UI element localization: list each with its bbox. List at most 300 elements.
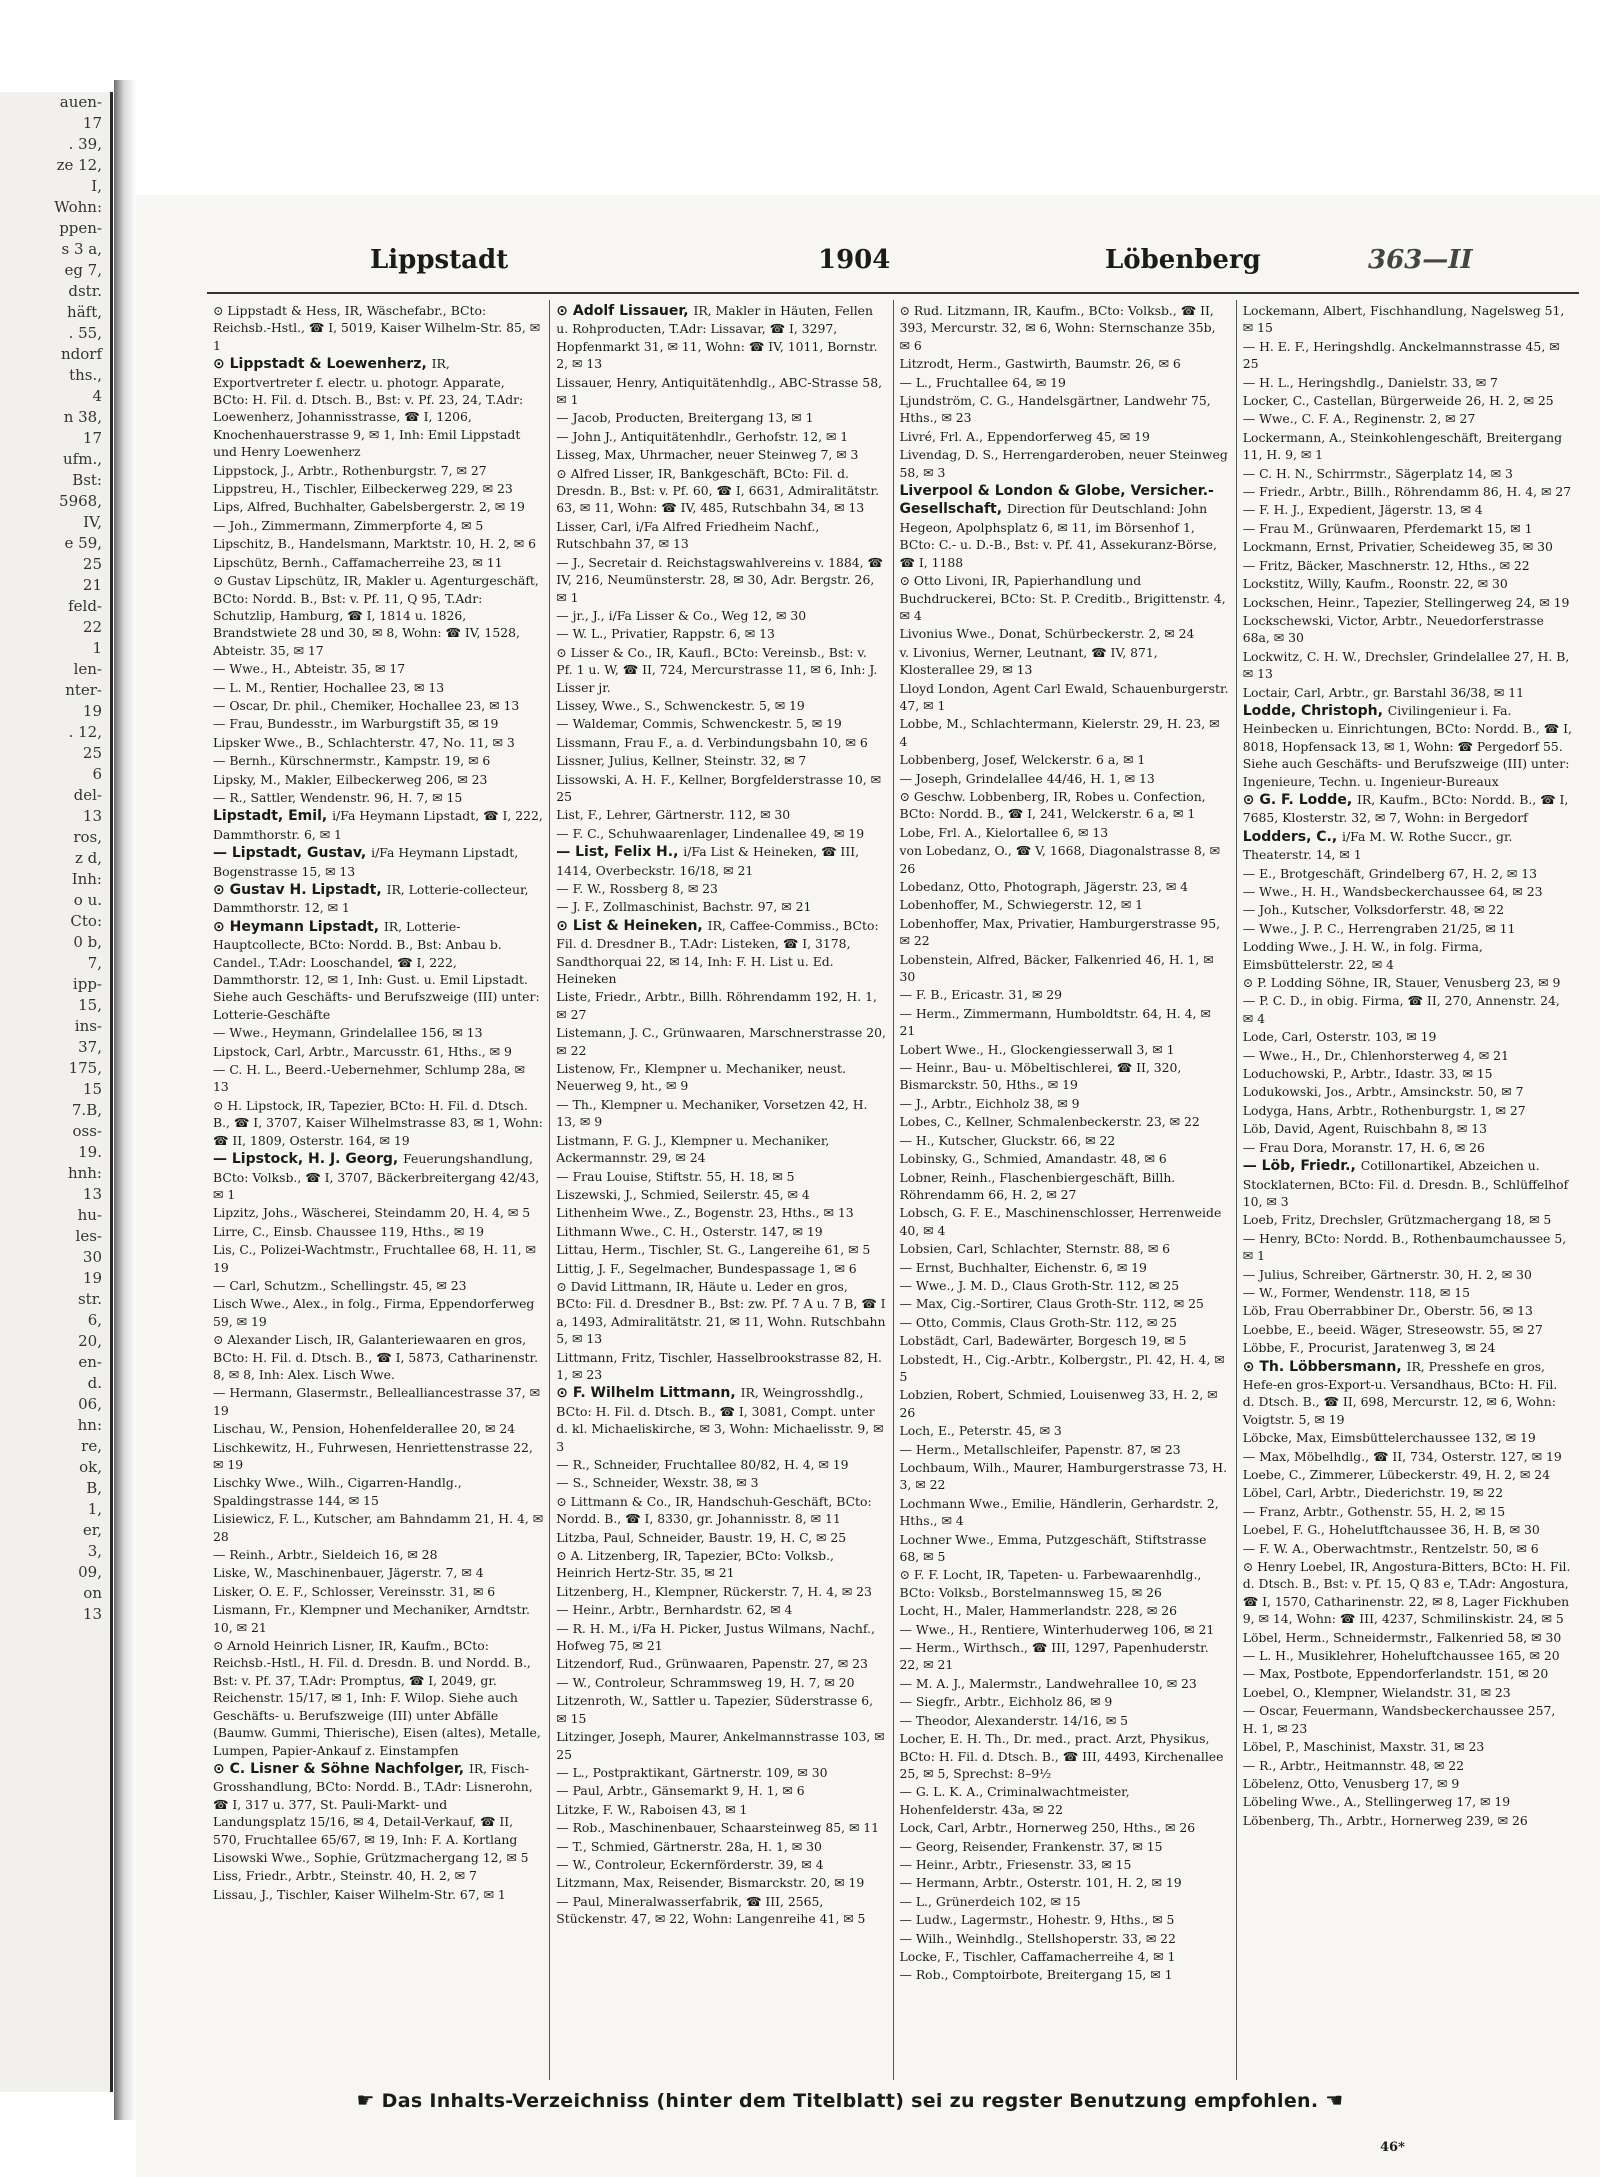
directory-entry xyxy=(213,1223,543,1240)
directory-entry xyxy=(213,1601,543,1636)
directory-entry xyxy=(556,1764,886,1781)
entry-details: — M. A. J., Malermstr., Landwehrallee 10, ✉ 23 xyxy=(899,1675,1197,1691)
entry-details: Lisseg, Max, Uhrmacher, neuer Steinweg 7, ✉ 3 xyxy=(556,447,859,463)
entry-details: Lochner Wwe., Emma, Putzgeschäft, Stiftstrasse 68, ✉ 5 xyxy=(899,1531,1207,1565)
directory-entry xyxy=(556,806,886,823)
directory-entry xyxy=(213,734,543,751)
entry-details: Löbeling Wwe., A., Stellingerweg 17, ✉ 19 xyxy=(1242,1794,1511,1810)
entry-details: — Hermann, Arbtr., Osterstr. 101, H. 2, ✉ 19 xyxy=(899,1875,1182,1891)
directory-entry xyxy=(1243,1047,1573,1064)
entry-details: Livonius Wwe., Donat, Schürbeckerstr. 2, ✉ 24 xyxy=(899,626,1195,642)
directory-entry xyxy=(1243,1230,1573,1265)
previous-page-edge xyxy=(0,92,113,2092)
previous-page-fragment: Wohn: xyxy=(54,198,102,216)
directory-entry xyxy=(556,880,886,897)
directory-entry xyxy=(900,1819,1230,1836)
entry-details: Listenow, Fr., Klempner u. Mechaniker, neust. Neuerweg 9, ht., ✉ 9 xyxy=(556,1061,846,1094)
previous-page-fragment: ths., xyxy=(69,366,102,384)
directory-entry xyxy=(556,1655,886,1672)
directory-entry xyxy=(213,660,543,677)
entry-details: — Carl, Schutzm., Schellingstr. 45, ✉ 23 xyxy=(213,1277,467,1293)
directory-entry xyxy=(556,1168,886,1185)
entry-details: — F. W., Rossberg 8, ✉ 23 xyxy=(556,881,718,896)
directory-entry xyxy=(556,625,886,642)
entry-details: Loebe, C., Zimmerer, Lübeckerstr. 49, H. 2, ✉ 24 xyxy=(1242,1467,1550,1482)
directory-entry xyxy=(213,697,543,714)
entry-details: — J., Secretair d. Reichstagswahlvereins v. 1884, ☎ IV, 216, Neumünsterstr. 28, ✉ 30, Adr. Bergstr. 26, ✉ 1 xyxy=(556,554,883,605)
directory-entry xyxy=(900,1059,1230,1094)
directory-entry xyxy=(213,1510,543,1545)
entry-details: IR, Weingrosshdlg., BCto: H. Fil. d. Dtsch. B., ☎ I, 3081, Compt. unter d. kl. Michaeliskirche, ✉ 3, Wohn: Michaelisstr. 9, ✉ 3 xyxy=(556,1385,884,1454)
directory-entry xyxy=(900,1783,1230,1818)
entry-details: — Frau M., Grünwaaren, Pferdemarkt 15, ✉ 1 xyxy=(1242,520,1533,536)
directory-entry xyxy=(900,1602,1230,1619)
entry-details: — W., Former, Wendenstr. 118, ✉ 15 xyxy=(1242,1284,1470,1300)
directory-entry xyxy=(1243,374,1573,391)
directory-entry xyxy=(213,535,543,552)
directory-entry xyxy=(213,715,543,732)
directory-entry xyxy=(1243,1429,1573,1446)
entry-details: Litzenberg, H., Klempner, Rückerstr. 7, H. 4, ✉ 23 xyxy=(556,1583,872,1599)
entry-details: Lobenstein, Alfred, Bäcker, Falkenried 46, H. 1, ✉ 30 xyxy=(899,951,1214,985)
entry-details: — Wwe., C. F. A., Reginenstr. 2, ✉ 27 xyxy=(1242,411,1476,427)
directory-entry xyxy=(1243,1521,1573,1538)
directory-entry xyxy=(1243,1028,1573,1045)
entry-details: Lobedanz, Otto, Photograph, Jägerstr. 23, ✉ 4 xyxy=(899,879,1189,894)
entry-details: — Paul, Mineralwasserfabrik, ☎ III, 2565, Stückenstr. 47, ✉ 22, Wohn: Langenreihe 41, ✉ 5 xyxy=(556,1893,866,1927)
entry-details: ⊙ Rud. Litzmann, IR, Kaufm., BCto: Volksb., ☎ II, 393, Mercurstr. 32, ✉ 6, Wohn: Sternschanze 35b, ✉ 6 xyxy=(899,303,1216,353)
directory-entry xyxy=(1243,1083,1573,1100)
directory-entry xyxy=(1243,901,1573,918)
previous-page-fragment: on xyxy=(83,1584,102,1602)
directory-entry xyxy=(1243,828,1573,864)
previous-page-fragment: . 55, xyxy=(68,324,102,342)
entry-details: Ljundström, C. G., Handelsgärtner, Landwehr 75, Hths., ✉ 23 xyxy=(899,393,1211,426)
entry-details: — J. F., Zollmaschinist, Bachstr. 97, ✉ 21 xyxy=(556,899,812,915)
directory-entry xyxy=(556,1583,886,1600)
entry-details: Lode, Carl, Osterstr. 103, ✉ 19 xyxy=(1242,1029,1437,1045)
directory-entry xyxy=(900,824,1230,841)
directory-entry xyxy=(900,715,1230,750)
previous-page-fragment: 17 xyxy=(82,114,102,132)
directory-entry xyxy=(900,1639,1230,1674)
entry-details: Lobe, Frl. A., Kielortallee 6, ✉ 13 xyxy=(899,824,1109,840)
directory-entry xyxy=(213,1849,543,1866)
directory-entry xyxy=(213,1204,543,1221)
entry-details: Locke, F., Tischler, Caffamacherreihe 4, ✉ 1 xyxy=(899,1948,1176,1964)
directory-entry xyxy=(556,1547,886,1582)
previous-page-fragment: ok, xyxy=(79,1458,102,1476)
directory-entry xyxy=(213,844,543,880)
previous-page-fragment: feld- xyxy=(68,597,102,615)
directory-entry xyxy=(900,1259,1230,1276)
entry-details: ⊙ Geschw. Lobbenberg, IR, Robes u. Confection, BCto: Nordd. B., ☎ I, 241, Welckerstr. 6 a, ✉ 1 xyxy=(899,788,1206,822)
page-header xyxy=(370,245,1580,285)
directory-entry xyxy=(213,1241,543,1276)
entry-details: ⊙ Henry Loebel, IR, Angostura-Bitters, BCto: H. Fil. d. Dtsch. B., Bst: v. Pf. 15, Q 83 e, T.Adr: Angostura, ☎ I, 1570, Catharinenstr. 22, ✉ 8, Lager Fickhuben 9, ✉ 14, Wohn: ☎ III, 4237, Schmilinskistr. 24, ✉ 5 xyxy=(1242,1559,1571,1627)
directory-entry xyxy=(1243,1629,1573,1646)
directory-entry xyxy=(1243,648,1573,683)
entry-details: — John J., Antiquitätenhdlr., Gerhofstr. 12, ✉ 1 xyxy=(556,428,849,444)
entry-details: Lischkewitz, H., Fuhrwesen, Henriettenstrasse 22, ✉ 19 xyxy=(213,1439,533,1472)
directory-entry xyxy=(1243,1120,1573,1137)
directory-entry xyxy=(1243,702,1573,790)
entry-details: Lips, Alfred, Buchhalter, Gabelsbergerstr. 2, ✉ 19 xyxy=(213,499,525,515)
directory-entry xyxy=(213,1583,543,1600)
entry-details: — Reinh., Arbtr., Sieldeich 16, ✉ 28 xyxy=(213,1547,438,1563)
entry-details: ⊙ Arnold Heinrich Lisner, IR, Kaufm., BCto: Reichsb.-Hstl., H. Fil. d. Dresdn. B. und Nordd. B., Bst: v. Pf. 37, T.Adr: Promptus, ☎ I, 2049, gr. Reichenstr. 15/17, ✉ 1, Inh: F. Wilop. Siehe auch Geschäfts- u. Berufszweige (III) unter Abfälle (Baumw. Gummi, Thierische), Eisen (altes), Metalle, Lumpen, Papier-Ankauf z. Einstampfen xyxy=(213,1638,541,1758)
entry-details: Liste, Friedr., Arbtr., Billh. Röhrendamm 192, H. 1, ✉ 27 xyxy=(556,989,877,1022)
entry-details: Lobsch, G. F. E., Maschinenschlosser, Herrenweide 40, ✉ 4 xyxy=(899,1205,1222,1238)
directory-entry xyxy=(1243,392,1573,409)
entry-details: Lobert Wwe., H., Glockengiesserwall 3, ✉ 1 xyxy=(899,1041,1175,1057)
previous-page-fragment: 13 xyxy=(82,1185,102,1203)
entry-details: Lockschen, Heinr., Tapezier, Stellingerweg 24, ✉ 19 xyxy=(1242,594,1570,610)
directory-entry xyxy=(900,1712,1230,1729)
entry-details: Litzendorf, Rud., Grünwaaren, Papenstr. 27, ✉ 23 xyxy=(556,1656,868,1672)
directory-entry xyxy=(556,374,886,409)
entry-details: — L., Postpraktikant, Gärtnerstr. 109, ✉ 30 xyxy=(556,1764,828,1780)
directory-entry xyxy=(213,498,543,515)
previous-page-fragment: del- xyxy=(73,786,102,804)
entry-details: Lissauer, Henry, Antiquitätenhdlg., ABC-Strasse 58, ✉ 1 xyxy=(556,374,883,408)
entry-details: — Heinr., Bau- u. Möbeltischlerei, ☎ II, 320, Bismarckstr. 50, Hths., ✉ 19 xyxy=(899,1060,1182,1093)
entry-details: — L. H., Musiklehrer, Hoheluftchaussee 165, ✉ 20 xyxy=(1242,1648,1560,1664)
previous-page-fragment: 5968, xyxy=(59,492,102,510)
previous-page-fragment: str. xyxy=(77,1290,102,1308)
entry-details: — C. H. L., Beerd.-Uebernehmer, Schlump 28a, ✉ 13 xyxy=(213,1062,525,1095)
directory-entry xyxy=(1243,883,1573,900)
entry-details: — Frau Dora, Moranstr. 17, H. 6, ✉ 26 xyxy=(1242,1139,1485,1155)
entry-details: — Th., Klempner u. Mechaniker, Vorsetzen 42, H. 13, ✉ 9 xyxy=(556,1096,868,1130)
entry-details: — C. H. N., Schirrmstr., Sägerplatz 14, ✉ 3 xyxy=(1242,465,1513,481)
entry-name: — List, Felix H., xyxy=(556,844,684,861)
directory-entry xyxy=(1243,1448,1573,1465)
previous-page-fragment: 4 xyxy=(92,387,102,405)
entry-details: — Herm., Metallschleifer, Papenstr. 87, ✉ 23 xyxy=(899,1441,1181,1457)
entry-details: Lobzien, Robert, Schmied, Louisenweg 33, H. 2, ✉ 26 xyxy=(899,1387,1218,1420)
previous-page-fragment: ndorf xyxy=(60,345,102,363)
entry-details: ⊙ H. Lipstock, IR, Tapezier, BCto: H. Fil. d. Dtsch. B., ☎ I, 3707, Kaiser Wilhelmstrasse 83, ✉ 1, Wohn: ☎ II, 1809, Osterstr. 164, ✉ 19 xyxy=(213,1097,543,1148)
directory-entry xyxy=(900,572,1230,624)
entry-details: — Wwe., H., Rentiere, Winterhuderweg 106, ✉ 21 xyxy=(899,1621,1215,1637)
directory-entry xyxy=(1243,1812,1573,1829)
entry-details: Lockstitz, Willy, Kaufm., Roonstr. 22, ✉ 30 xyxy=(1242,576,1508,592)
entry-details: Civilingenieur i. Fa. Heinbecken u. Einrichtungen, BCto: Nordd. B., ☎ I, 8018, Hopfensack 13, ✉ 1, Wohn: ☎ Pergedorf 55. Siehe auch Geschäfts- und Berufszweige (III) unter: Ingenieure, Techn. u. Ingenieur-Bureaux xyxy=(1242,702,1572,789)
directory-entry xyxy=(213,517,543,534)
entry-details: — Max, Postbote, Eppendorferlandstr. 151, ✉ 20 xyxy=(1242,1666,1549,1682)
previous-page-fragment: o u. xyxy=(73,891,102,909)
directory-entry xyxy=(900,1204,1230,1239)
entry-details: Lissey, Wwe., S., Schwenckestr. 5, ✉ 19 xyxy=(556,697,805,713)
directory-entry xyxy=(900,842,1230,877)
previous-page-fragment: 19 xyxy=(82,1269,102,1287)
entry-name: ⊙ Lippstadt & Loewenherz, xyxy=(213,356,432,373)
previous-page-fragment: 13 xyxy=(82,807,102,825)
directory-entry xyxy=(213,480,543,497)
directory-entry xyxy=(556,734,886,751)
directory-entry xyxy=(556,1060,886,1095)
entry-details: — S., Schneider, Wexstr. 38, ✉ 3 xyxy=(556,1475,759,1491)
entry-details: — Friedr., Arbtr., Billh., Röhrendamm 86, H. 4, ✉ 27 xyxy=(1242,484,1572,500)
entry-details: Lipzitz, Johs., Wäscherei, Steindamm 20, H. 4, ✉ 5 xyxy=(213,1205,531,1221)
entry-details: Litzke, F. W., Raboisen 43, ✉ 1 xyxy=(556,1801,748,1817)
directory-entry xyxy=(1243,1211,1573,1228)
directory-entry xyxy=(900,1675,1230,1692)
entry-details: — Ernst, Buchhalter, Eichenstr. 6, ✉ 19 xyxy=(899,1259,1147,1275)
entry-details: Littau, Herm., Tischler, St. G., Langereihe 61, ✉ 5 xyxy=(556,1242,871,1258)
entry-details: — P. C. D., in obig. Firma, ☎ II, 270, Annenstr. 24, ✉ 4 xyxy=(1242,993,1560,1026)
entry-details: Litzenroth, W., Sattler u. Tapezier, Süderstrasse 6, ✉ 15 xyxy=(556,1693,874,1726)
entry-details: Lis, C., Polizei-Wachtmstr., Fruchtallee 68, H. 11, ✉ 19 xyxy=(213,1242,536,1275)
directory-entry xyxy=(900,1169,1230,1204)
directory-entry xyxy=(556,1728,886,1763)
entry-details: v. Livonius, Werner, Leutnant, ☎ IV, 871, Klosterallee 29, ✉ 13 xyxy=(899,644,1158,678)
entry-details: Litzrodt, Herm., Gastwirth, Baumstr. 26, ✉ 6 xyxy=(899,356,1181,372)
previous-page-fragment: Cto: xyxy=(70,912,102,930)
directory-entry xyxy=(213,752,543,769)
entry-details: IR, Fisch-Grosshandlung, BCto: Nordd. B., T.Adr: Lisnerohn, ☎ I, 317 u. 377, St. Pauli-Markt- und Landungsplatz 15/16, ✉ 4, Detail-Verkauf, ☎ II, 570, Fruchtallee 65/67, ✉ 19, Inh: F. A. Kortlang xyxy=(213,1760,533,1847)
entry-details: — Wwe., H., Dr., Chlenhorsterweg 4, ✉ 21 xyxy=(1242,1047,1509,1063)
entry-details: Lobinsky, G., Schmied, Amandastr. 48, ✉ 6 xyxy=(899,1151,1167,1167)
directory-entry xyxy=(556,1620,886,1655)
entry-details: Lobner, Reinh., Flaschenbiergeschäft, Billh. Röhrendamm 66, H. 2, ✉ 27 xyxy=(899,1169,1176,1202)
previous-page-fragment: en- xyxy=(78,1353,102,1371)
directory-entry xyxy=(1243,791,1573,827)
directory-entry xyxy=(1243,1793,1573,1810)
previous-page-fragment: e 59, xyxy=(64,534,102,552)
directory-entry xyxy=(556,607,886,624)
entry-details: Loctair, Carl, Arbtr., gr. Barstahl 36/38, ✉ 11 xyxy=(1242,684,1524,700)
entry-details: — Georg, Reisender, Frankenstr. 37, ✉ 15 xyxy=(899,1838,1163,1854)
directory-entry xyxy=(1243,338,1573,373)
entry-details: Locker, C., Castellan, Bürgerweide 26, H. 2, ✉ 25 xyxy=(1242,393,1554,409)
entry-details: von Lobedanz, O., ☎ V, 1668, Diagonalstrasse 8, ✉ 26 xyxy=(899,843,1221,876)
entry-details: — F. W. A., Oberwachtmstr., Rentzelstr. 50, ✉ 6 xyxy=(1242,1540,1539,1556)
directory-entry xyxy=(213,1150,543,1203)
entry-details: Lithenheim Wwe., Z., Bogenstr. 23, Hths., ✉ 13 xyxy=(556,1205,854,1221)
entry-details: — H. E. F., Heringshdlg. Anckelmannstrasse 45, ✉ 25 xyxy=(1242,338,1560,372)
entry-details: Lithmann Wwe., C. H., Osterstr. 147, ✉ 19 xyxy=(556,1223,823,1239)
entry-details: — R., Schneider, Fruchtallee 80/82, H. 4, ✉ 19 xyxy=(556,1457,849,1472)
directory-entry xyxy=(900,951,1230,986)
directory-entry xyxy=(556,1384,886,1455)
directory-entry xyxy=(556,898,886,915)
directory-entry xyxy=(556,1132,886,1167)
directory-entry xyxy=(213,1439,543,1474)
entry-name: — Lipstadt, Gustav, xyxy=(213,845,372,862)
directory-entry xyxy=(213,918,543,1023)
footer-text: Das Inhalts-Verzeichniss (hinter dem Titelblatt) sei zu regster Benutzung empfohlen. xyxy=(381,2090,1319,2112)
entry-details: — W., Controleur, Eckernförderstr. 39, ✉ 4 xyxy=(556,1856,824,1872)
entry-name: — Lipstock, H. J. Georg, xyxy=(213,1151,404,1168)
directory-entry xyxy=(556,446,886,463)
directory-entry xyxy=(900,1132,1230,1149)
entry-name: Lipstadt, Emil, xyxy=(213,808,333,825)
directory-entry xyxy=(900,1948,1230,1965)
directory-entry xyxy=(1243,684,1573,701)
entry-details: Lodding Wwe., J. H. W., in folg. Firma, Eimsbüttelerstr. 22, ✉ 4 xyxy=(1242,939,1483,972)
entry-details: Listemann, J. C., Grünwaaren, Marschnerstrasse 20, ✉ 22 xyxy=(556,1025,886,1058)
directory-entry xyxy=(213,572,543,659)
directory-entry xyxy=(556,1674,886,1691)
directory-entry xyxy=(1243,938,1573,973)
directory-entry xyxy=(556,1874,886,1891)
previous-page-fragment: 175, xyxy=(68,1059,102,1077)
directory-entry xyxy=(213,771,543,788)
entry-details: — W., Controleur, Schrammsweg 19, H. 7, ✉ 20 xyxy=(556,1674,855,1690)
directory-entry xyxy=(1243,483,1573,500)
entry-details: — F. B., Ericastr. 31, ✉ 29 xyxy=(899,987,1063,1003)
entry-details: — Otto, Commis, Claus Groth-Str. 112, ✉ 25 xyxy=(899,1314,1177,1330)
directory-entry xyxy=(556,1241,886,1258)
entry-details: Lobes, C., Kellner, Schmalenbeckerstr. 23, ✉ 22 xyxy=(899,1114,1200,1130)
directory-columns xyxy=(207,300,1579,2080)
previous-page-fragment: 13 xyxy=(82,1605,102,1623)
entry-details: Lissowski, A. H. F., Kellner, Borgfelderstrasse 10, ✉ 25 xyxy=(556,771,882,804)
previous-page-fragment: 7.B, xyxy=(71,1101,102,1119)
entry-details: i/Fa Heymann Lipstadt, ☎ I, 222, Dammthorstr. 6, ✉ 1 xyxy=(213,808,543,842)
directory-entry xyxy=(213,1277,543,1294)
entry-details: — Max, Möbelhdlg., ☎ II, 734, Osterstr. 127, ✉ 19 xyxy=(1242,1448,1562,1464)
entry-name: ⊙ Adolf Lissauer, xyxy=(556,303,694,319)
directory-entry xyxy=(1243,1684,1573,1701)
directory-entry xyxy=(900,1332,1230,1349)
entry-details: Löbel, P., Maschinist, Maxstr. 31, ✉ 23 xyxy=(1242,1739,1485,1755)
entry-details: — J., Arbtr., Eichholz 38, ✉ 9 xyxy=(899,1095,1080,1111)
entry-details: — T., Schmied, Gärtnerstr. 28a, H. 1, ✉ 30 xyxy=(556,1838,822,1854)
directory-entry xyxy=(1243,302,1573,337)
directory-entry xyxy=(900,1295,1230,1312)
previous-page-fragment: hnh: xyxy=(67,1164,102,1182)
directory-entry xyxy=(556,554,886,606)
entry-details: Litzmann, Max, Reisender, Bismarckstr. 20, ✉ 19 xyxy=(556,1875,865,1891)
directory-entry xyxy=(556,1801,886,1818)
directory-entry xyxy=(556,302,886,373)
previous-page-fragment: . 12, xyxy=(68,723,102,741)
previous-page-fragment: B, xyxy=(86,1479,102,1497)
entry-details: Lockwitz, C. H. W., Drechsler, Grindelallee 27, H. B, ✉ 13 xyxy=(1242,648,1570,682)
entry-details: — Hermann, Glasermstr., Bellealliancestrasse 37, ✉ 19 xyxy=(213,1385,540,1418)
directory-entry xyxy=(900,302,1230,354)
entry-details: Locher, E. H. Th., Dr. med., pract. Arzt, Physikus, BCto: H. Fil. d. Dtsch. B., ☎ III, 4493, Kirchenallee 25, ✉ 5, Sprechst: 8–9½ xyxy=(899,1731,1224,1781)
entry-details: — Fritz, Bäcker, Maschnerstr. 12, Hths., ✉ 22 xyxy=(1242,557,1530,573)
entry-details: Lirre, C., Einsb. Chaussee 119, Hths., ✉ 19 xyxy=(213,1223,484,1239)
previous-page-fragment: 06, xyxy=(78,1395,102,1413)
entry-details: — H., Kutscher, Gluckstr. 66, ✉ 22 xyxy=(899,1132,1116,1148)
entry-details: — Rob., Comptoirbote, Breitergang 15, ✉ 1 xyxy=(899,1967,1173,1983)
directory-entry xyxy=(900,878,1230,895)
entry-details: — Heinr., Arbtr., Bernhardstr. 62, ✉ 4 xyxy=(556,1602,793,1618)
directory-entry xyxy=(556,825,886,842)
directory-entry xyxy=(1243,538,1573,555)
previous-page-fragment: 6 xyxy=(92,765,102,783)
entry-details: IR, Lotterie-Hauptcollecte, BCto: Nordd. B., Bst: Anbau b. Candel., T.Adr: Looschandel, ☎ I, 222, Dammthorstr. 12, ✉ 1, Inh: Gust. u. Emil Lipstadt. Siehe auch Geschäfts- und Berufszweige (III) unter: Lotterie-Geschäfte xyxy=(213,918,540,1022)
previous-page-fragment: ufm., xyxy=(63,450,102,468)
previous-page-fragment: Bst: xyxy=(72,471,102,489)
directory-entry xyxy=(1243,1102,1573,1119)
directory-entry xyxy=(1243,974,1573,991)
entry-details: — F. H. J., Expedient, Jägerstr. 13, ✉ 4 xyxy=(1242,502,1483,518)
directory-entry xyxy=(213,1420,543,1437)
directory-entry xyxy=(556,1819,886,1836)
directory-entry xyxy=(213,554,543,571)
directory-entry xyxy=(213,1331,543,1383)
directory-entry xyxy=(556,771,886,806)
previous-page-fragment: 21 xyxy=(82,576,102,594)
entry-details: Listmann, F. G. J., Klempner u. Mechaniker, Ackermannstr. 29, ✉ 24 xyxy=(556,1132,830,1166)
directory-entry xyxy=(900,1240,1230,1257)
directory-entry xyxy=(556,1474,886,1491)
entry-details: Litzba, Paul, Schneider, Baustr. 19, H. C, ✉ 25 xyxy=(556,1529,847,1545)
directory-entry xyxy=(900,625,1230,642)
entry-details: Lodukowski, Jos., Arbtr., Amsinckstr. 50, ✉ 7 xyxy=(1242,1084,1524,1100)
directory-entry xyxy=(556,1692,886,1727)
pointing-hand-left-icon: ☛ xyxy=(356,2088,375,2112)
directory-entry xyxy=(900,1113,1230,1130)
entry-details: ⊙ Lisser & Co., IR, Kaufl., BCto: Vereinsb., Bst: v. Pf. 1 u. W, ☎ II, 724, Mercurstrasse 11, ✉ 6, Inh: J. Lisser jr. xyxy=(556,644,878,695)
entry-details: Löbcke, Max, Eimsbüttelerchaussee 132, ✉ 19 xyxy=(1242,1430,1536,1446)
entry-details: ⊙ Alexander Lisch, IR, Galanteriewaaren en gros, BCto: H. Fil. d. Dtsch. B., ☎ I, 5873, Catharinenstr. 8, ✉ 8, Inh: Alex. Lisch Wwe. xyxy=(213,1332,539,1382)
directory-entry xyxy=(1243,1775,1573,1792)
directory-entry xyxy=(900,1893,1230,1910)
entry-details: — Bernh., Kürschnermstr., Kampstr. 19, ✉ 6 xyxy=(213,753,491,769)
entry-details: Lockermann, A., Steinkohlengeschäft, Breitergang 11, H. 9, ✉ 1 xyxy=(1242,429,1563,463)
directory-entry xyxy=(900,1566,1230,1601)
entry-name: Lodders, C., xyxy=(1242,828,1343,845)
entry-name: ⊙ C. Lisner & Söhne Nachfolger, xyxy=(213,1760,469,1777)
directory-entry xyxy=(213,1564,543,1581)
directory-entry xyxy=(900,1277,1230,1294)
previous-page-fragment: I, xyxy=(91,177,102,195)
previous-page-fragment: 22 xyxy=(82,618,102,636)
previous-page-fragment: er, xyxy=(82,1521,102,1539)
entry-details: Direction für Deutschland: John Hegeon, Apolphsplatz 6, ✉ 11, im Börsenhof 1, BCto: C.- u. D.-B., Bst: v. Pf. 41, Assekuranz-Börse, ☎ I, 1188 xyxy=(899,501,1217,570)
entry-details: — Heinr., Arbtr., Friesenstr. 33, ✉ 15 xyxy=(899,1856,1132,1872)
directory-entry xyxy=(213,789,543,806)
directory-entry xyxy=(900,1730,1230,1782)
entry-details: Livré, Frl. A., Eppendorferweg 45, ✉ 19 xyxy=(899,428,1150,444)
directory-entry xyxy=(900,680,1230,715)
directory-entry xyxy=(556,518,886,553)
entry-details: Liss, Friedr., Arbtr., Steinstr. 40, H. 2, ✉ 7 xyxy=(213,1868,477,1884)
entry-name: ⊙ Gustav H. Lipstadt, xyxy=(213,882,387,898)
entry-details: Löbel, Herm., Schneidermstr., Falkenried 58, ✉ 30 xyxy=(1242,1629,1562,1645)
directory-entry xyxy=(556,1223,886,1240)
entry-details: Lischau, W., Pension, Hohenfelderallee 20, ✉ 24 xyxy=(213,1421,516,1437)
directory-entry xyxy=(900,1005,1230,1040)
entry-details: — jr., J., i/Fa Lisser & Co., Weg 12, ✉ 30 xyxy=(556,607,807,623)
entry-details: Lloyd London, Agent Carl Ewald, Schauenburgerstr. 47, ✉ 1 xyxy=(899,680,1229,713)
directory-entry xyxy=(213,1061,543,1096)
directory-entry xyxy=(556,644,886,696)
directory-entry xyxy=(556,1456,886,1473)
column-4 xyxy=(1236,300,1579,2080)
directory-entry xyxy=(1243,1302,1573,1319)
entry-details: Lobbe, M., Schlachtermann, Kielerstr. 29, H. 23, ✉ 4 xyxy=(899,716,1220,749)
entry-details: Lobstedt, H., Cig.-Arbtr., Kolbergstr., Pl. 42, H. 4, ✉ 5 xyxy=(899,1351,1225,1384)
directory-entry xyxy=(900,1441,1230,1458)
entry-details: — R., Sattler, Wendenstr. 96, H. 7, ✉ 15 xyxy=(213,789,463,805)
directory-entry xyxy=(556,1782,886,1799)
entry-details: ⊙ Otto Livoni, IR, Papierhandlung und Buchdruckerei, BCto: St. P. Creditb., Brigittenstr. 4, ✉ 4 xyxy=(899,573,1226,623)
directory-entry xyxy=(213,807,543,843)
directory-entry xyxy=(900,1495,1230,1530)
directory-entry xyxy=(1243,575,1573,592)
directory-entry xyxy=(900,788,1230,823)
entry-details: IR, Lotterie-collecteur, Dammthorstr. 12, ✉ 1 xyxy=(213,882,529,916)
entry-details: Loebel, F. G., Hohelutftchaussee 36, H. B, ✉ 30 xyxy=(1242,1522,1540,1538)
